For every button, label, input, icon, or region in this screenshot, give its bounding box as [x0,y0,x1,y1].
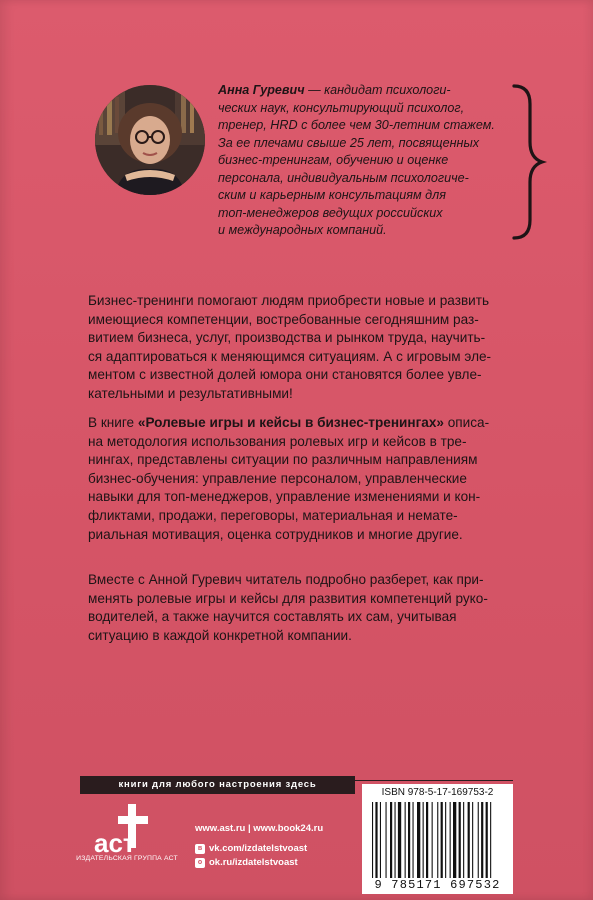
text-line: витием бизнеса, услуг, производства и рынком труда, научить- [88,330,486,346]
barcode-stripe [413,802,414,878]
barcode-stripe [432,802,433,878]
author-bio [218,82,518,240]
text-line: навыки для топ-менеджеров, управление изменениями и кон- [88,489,481,505]
barcode-stripe [372,802,373,878]
description-paragraph-1 [88,292,508,404]
publisher-caption: ИЗДАТЕЛЬСКАЯ ГРУППА АСТ [76,855,178,862]
barcode-stripe [437,802,438,878]
barcode-stripe [395,802,396,878]
author-bio-line: бизнес-тренингам, обучению и оценке [218,153,449,167]
text-line: Вместе с Анной Гуревич читатель подробно разберет, как при- [88,572,484,587]
barcode-stripe [423,802,424,878]
author-name: Анна Гуревич [218,83,305,97]
barcode-stripe [386,802,387,878]
author-bio-line: персонала, индивидуальным психологиче- [218,170,469,185]
text-line: менять ролевые игры и кейсы для развития компетенций руко- [88,590,488,606]
barcode-stripe [445,802,446,878]
author-photo [95,85,205,195]
publisher-websites[interactable]: www.ast.ru | www.book24.ru [195,823,324,834]
barcode-stripe [398,802,401,878]
text-line: кательными и результативными! [88,385,293,401]
barcode-stripe [468,802,470,878]
text-line: Бизнес-тренинги помогают людям приобрести новые и развить [88,293,490,308]
barcode-stripe [472,802,473,878]
author-bio-line: Анна Гуревич — кандидат психологи- [218,83,451,97]
barcode-stripe [463,802,464,878]
barcode-stripe [486,802,488,878]
text-line: водителей, а также научится составлять их сам, учитывая [88,609,457,625]
barcode-stripe [405,802,406,878]
barcode-stripe [453,802,456,878]
barcode-stripe [459,802,461,878]
text-line: имеющиеся компетенции, востребованные сегодняшним раз- [88,311,479,327]
text-line: риальная мотивация, оценка сотрудников и многие другие. [88,526,463,542]
text-line: В книге «Ролевые игры и кейсы в бизнес-тренингах» описа- [88,415,490,430]
text-line: на методология использования ролевых игр и кейсов в тре- [88,433,467,449]
barcode-stripe [441,802,443,878]
barcode-stripe [380,802,381,878]
barcode-stripe [408,802,410,878]
ast-logo-icon [88,800,158,880]
text-line: фликтами, продажи, переговоры, материальная и немате- [88,507,458,523]
author-bio-line: тренер, HRD с более чем 30-летним стажем. [218,118,495,132]
text-line: бизнес-обучения: управление персоналом, управленческие [88,470,467,486]
barcode-stripe [481,802,483,878]
barcode-stripe [478,802,479,878]
barcode-stripe [417,802,420,878]
barcode-stripe [375,802,377,878]
ok-link[interactable] [195,857,298,868]
isbn-number: ISBN 978-5-17-169753-2 [381,787,494,798]
author-bio-line: ческих наук, консультирующий психолог, [218,100,465,115]
barcode-stripe [450,802,451,878]
barcode-digits: 9 785171 697532 [374,878,501,892]
barcode-stripe [426,802,428,878]
text-line: нингах, представлены ситуации по различным направлениям [88,452,478,468]
ok-url[interactable]: ok.ru/izdatelstvoast [209,857,298,868]
vk-icon: в [195,844,205,854]
vk-url[interactable]: vk.com/izdatelstvoast [209,843,308,854]
ok-icon: о [195,858,205,868]
vk-link[interactable] [195,843,307,854]
barcode-stripe [490,802,491,878]
description-paragraph-2 [88,414,508,544]
author-bio-line: ским и карьерным консультациям для [218,188,446,202]
isbn-barcode-block [362,784,513,894]
ast-logo-text: аст [94,828,136,858]
author-bio-line: топ-менеджеров ведущих российских [218,205,443,220]
author-bio-line: и международных компаний. [218,223,387,237]
barcode-stripe [390,802,392,878]
barcode-icon [370,802,507,878]
curly-brace-icon [508,82,548,242]
slogan-banner: книги для любого настроения здесь [80,776,355,794]
text-line: ментом с известной долей юмора они становятся более увле- [88,367,482,383]
text-line: ся адаптироваться к меняющимся ситуациям. А с игровым эле- [88,348,492,364]
text-line: ситуацию в каждой конкретной компании. [88,627,352,643]
author-bio-line: За ее плечами свыше 25 лет, посвященных [218,135,480,150]
book-title: «Ролевые игры и кейсы в бизнес-тренингах» [137,415,444,430]
description-paragraph-3 [88,571,508,645]
author-portrait-icon [95,85,205,195]
